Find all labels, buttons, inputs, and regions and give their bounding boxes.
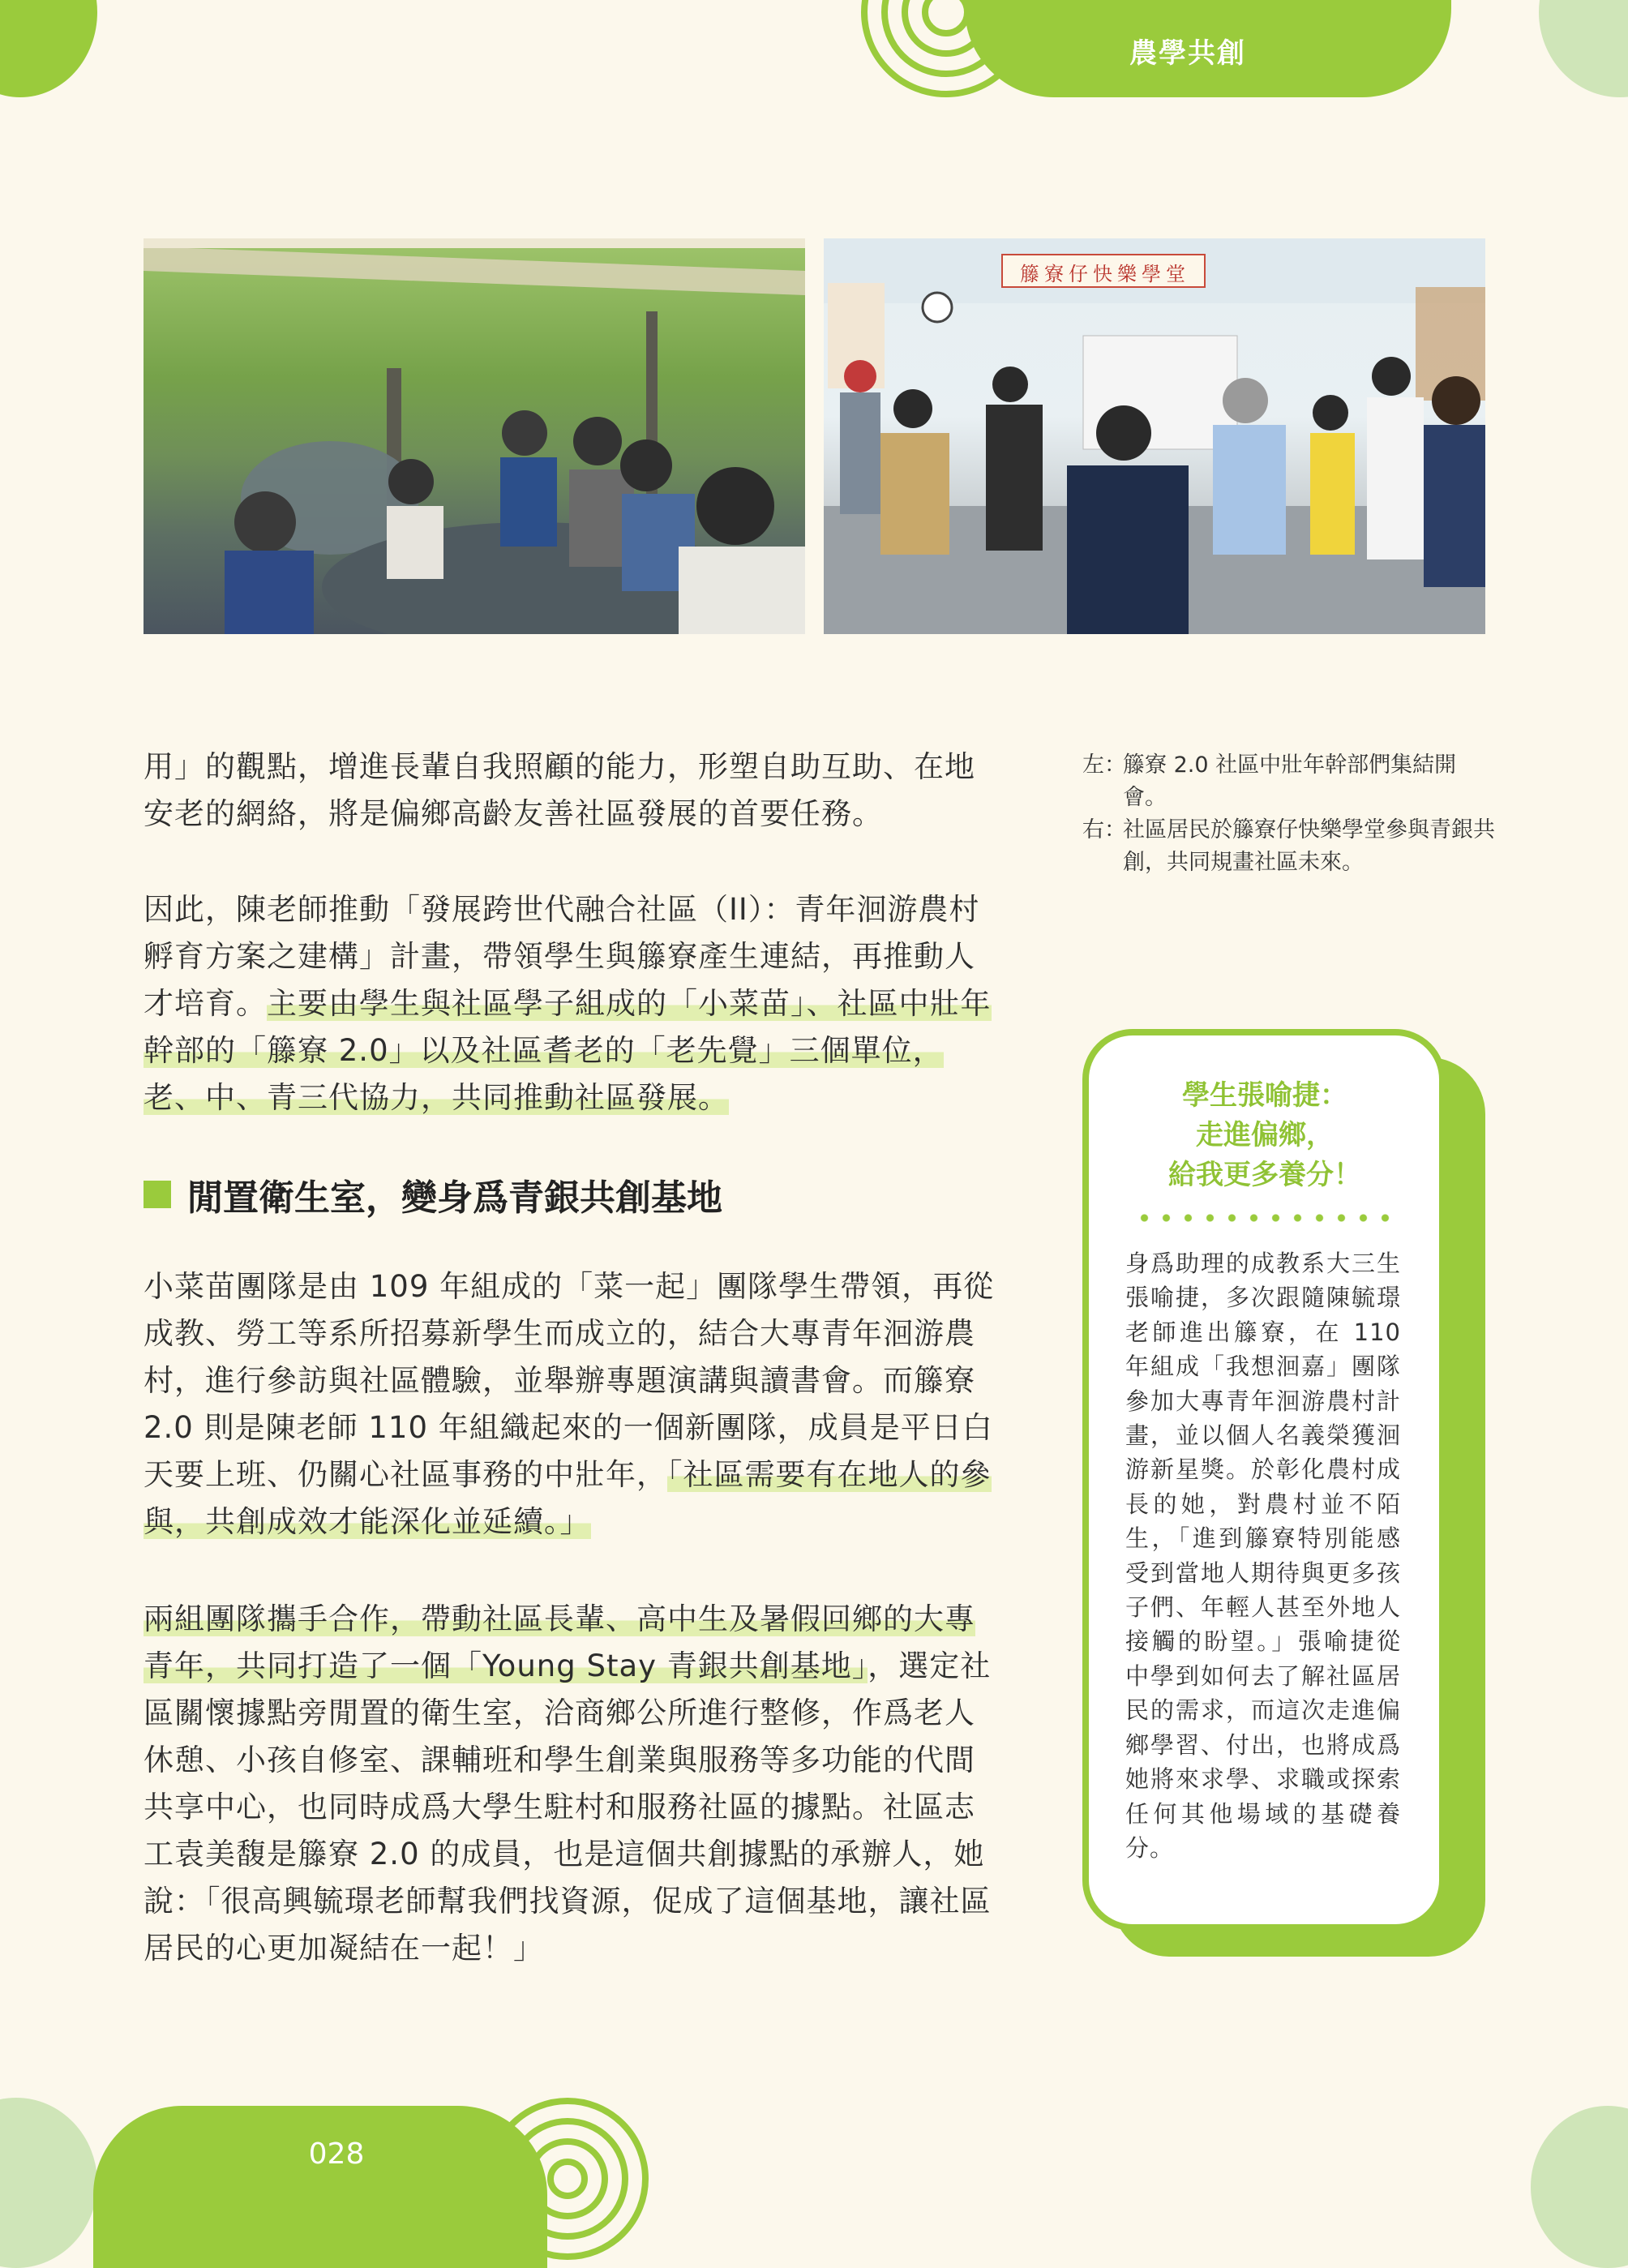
paragraph-1: 用」的觀點，增進長輩自我照顧的能力，形塑自助互助、在地安老的網絡，將是偏鄉高齡友善社區發展的首要任務。 xyxy=(144,749,975,831)
section-heading-text: 閒置衛生室，變身爲青銀共創基地 xyxy=(187,1177,722,1219)
corner-decoration-bottom-left xyxy=(0,2098,97,2268)
square-bullet-icon xyxy=(144,1181,171,1208)
corner-decoration-top-right xyxy=(1539,0,1628,97)
paragraph-3-text: 小菜苗團隊是由 109 年組成的「菜一起」團隊學生帶領，再從成教、勞工等系所招募新學生而成立的，結合大專青年洄游農村，進行參訪與社區體驗，並舉辦專題演講與讀書會。而籐寮 2.0 則是陳老師 110 年組織起來的一個新團隊，成員是平日白天要上班、仍關心社區事務的中壯年， xyxy=(144,1269,995,1492)
paragraph-4 xyxy=(144,1596,1001,1972)
sidebar-title-line-1: 學生張喻捷： xyxy=(1182,1079,1347,1112)
page-number: 028 xyxy=(308,2137,365,2171)
caption-left xyxy=(1082,749,1496,814)
photo-meeting-illustration xyxy=(144,238,805,634)
photo-meeting xyxy=(144,238,805,634)
caption-right-text: 社區居民於籐寮仔快樂學堂參與青銀共創，共同規畫社區未來。 xyxy=(1123,817,1495,875)
caption-left-key: 左： xyxy=(1082,752,1126,778)
photo-caption xyxy=(1082,749,1496,879)
paragraph-2-highlight: 主要由學生與社區學子組成的「小菜苗」、社區中壯年幹部的「籐寮 2.0」以及社區耆老的「老先覺」三個單位，老、中、青三代協力，共同推動社區發展。 xyxy=(144,986,992,1115)
corner-decoration-bottom-right xyxy=(1531,2106,1628,2268)
section-label: 農學共創 xyxy=(1129,37,1246,70)
dotted-divider xyxy=(1133,1214,1393,1222)
paragraph-2 xyxy=(144,886,1001,1121)
paragraph-2-text: 因此，陳老師推動「發展跨世代融合社區（II）：青年洄游農村孵育方案之建構」計畫，帶領學生與籐寮產生連結，再推動人才培育。 xyxy=(144,892,980,1021)
sidebar-title-line-2: 走進偏鄉， xyxy=(1196,1119,1334,1151)
section-heading xyxy=(144,1168,722,1220)
sidebar-title xyxy=(1103,1076,1427,1195)
caption-right-key: 右： xyxy=(1082,817,1126,842)
paragraph-3-highlight: 「社區需要有在地人的參與，共創成效才能深化並延續。」 xyxy=(144,1457,992,1539)
sidebar-body: 身爲助理的成教系大三生張喻捷，多次跟隨陳毓璟老師進出籐寮，在 110 年組成「我想洄嘉」團隊參加大專青年洄游農村計畫，並以個人名義榮獲洄游新星獎。於彰化農村成長的她，對農村並不陌生，「進到籐寮特別能感受到當地人期待與更多孩子們、年輕人甚至外地人接觸的盼望。」張喻捷從中學到如何去了解社區居民的需求，而這次走進偏鄉學習、付出，也將成爲她將來求學、求職或探索任何其他場域的基礎養分。 xyxy=(1125,1250,1401,1862)
sidebar-title-line-3: 給我更多養分！ xyxy=(1168,1159,1361,1191)
caption-right xyxy=(1082,814,1496,879)
photo-workshop-illustration xyxy=(824,238,1485,634)
photo-banner-text: 籐寮仔快樂學堂 xyxy=(1020,263,1190,285)
caption-left-text: 籐寮 2.0 社區中壯年幹部們集結開會。 xyxy=(1123,752,1457,810)
photo-workshop xyxy=(824,238,1485,634)
paragraph-4-text: ，選定社區關懷據點旁閒置的衛生室，洽商鄉公所進行整修，作爲老人休憩、小孩自修室、課輔班和學生創業與服務等多功能的代間共享中心，也同時成爲大學生駐村和服務社區的據點。社區志工袁美馥是籐寮 2.0 的成員，也是這個共創據點的承辦人，她說：「很高興毓璟老師幫我們找資源，促成了這個基地，讓社區居民的心更加凝結在一起！」 xyxy=(144,1648,992,1966)
paragraph-4-highlight: 兩組團隊攜手合作，帶動社區長輩、高中生及暑假回鄉的大專青年，共同打造了一個「Young Stay 青銀共創基地」 xyxy=(144,1601,975,1683)
paragraph-3 xyxy=(144,1263,1001,1546)
corner-decoration-top-left xyxy=(0,0,97,97)
footer-tab xyxy=(93,2106,547,2268)
